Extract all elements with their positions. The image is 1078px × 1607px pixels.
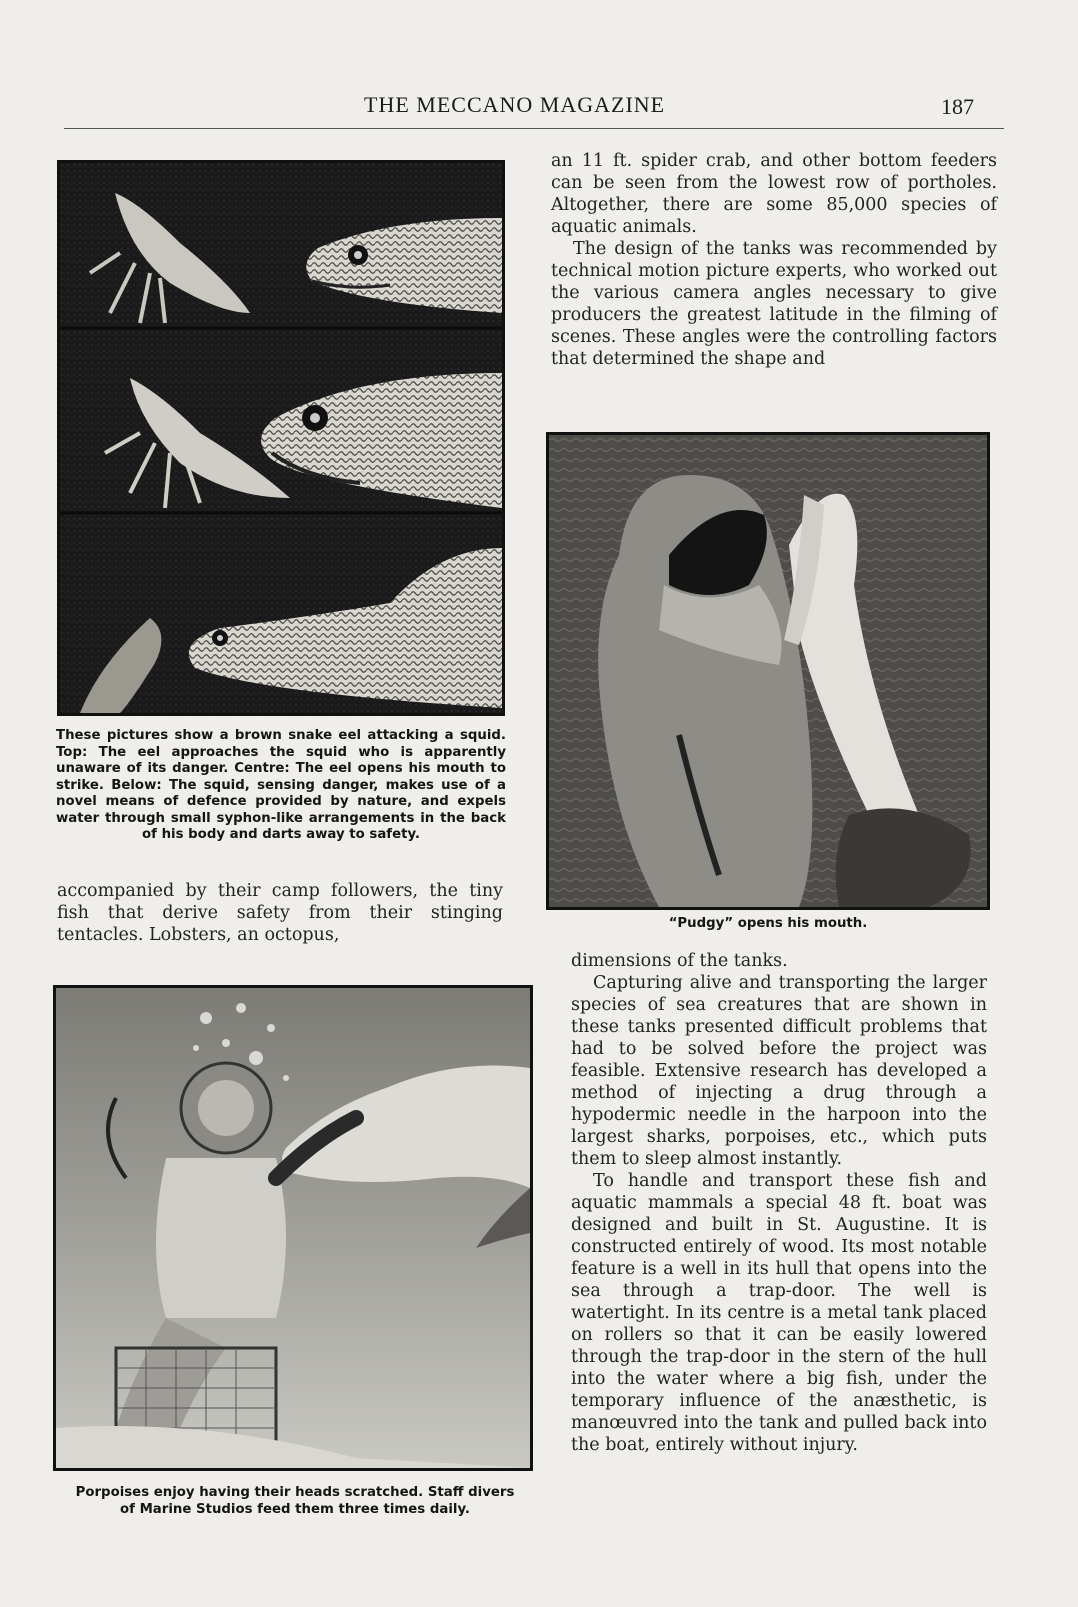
left-column-text — [57, 880, 503, 946]
eel-squid-caption: These pictures show a brown snake eel attacking a squid. Top: The eel approaches the squid who is apparently unaware of its danger. Centre: The eel opens his mouth to strike. Below: The squid, sensing danger, makes use of a novel means of defence provided by nature, and expels water through small syphon-like arrangements in the back of his body and darts away to safety. — [56, 728, 506, 842]
magazine-title: THE MECCANO MAGAZINE — [364, 92, 666, 117]
page-number: 187 — [941, 94, 974, 119]
divers-caption — [50, 1485, 540, 1518]
pudgy-photo — [546, 432, 990, 910]
right-column-bottom-text — [571, 950, 987, 1456]
eel-squid-illustration — [60, 163, 502, 713]
right-bottom-paragraph-1: dimensions of the tanks. — [571, 951, 788, 971]
pudgy-caption: “Pudgy” opens his mouth. — [668, 916, 868, 931]
divers-caption-line-2: of Marine Studios feed them three times daily. — [120, 1501, 470, 1517]
eel-squid-photo — [57, 160, 505, 716]
right-bottom-paragraph-3: To handle and transport these fish and aquatic mammals a special 48 ft. boat was designed and built in St. Augustine. It is constructed entirely of wood. Its most notable feature is a well in its hull that opens into the sea through a trap-door. The well is watertight. In its centre is a metal tank placed on rollers so that it can be easily lowered through the trap-door in the stern of the hull into the water where a big fish, under the temporary influence of the anæsthetic, is manœuvred into the tank and pulled back into the boat, entirely without injury. — [571, 1171, 987, 1455]
left-column-paragraph: accompanied by their camp followers, the tiny fish that derive safety from their stinging tentacles. Lobsters, an octopus, — [57, 881, 503, 945]
divers-caption-line-1: Porpoises enjoy having their heads scratched. Staff divers — [75, 1485, 515, 1500]
right-bottom-paragraph-2: Capturing alive and transporting the larger species of sea creatures that are shown in these tanks presented difficult problems that had to be solved before the project was feasible. Extensive research has developed a method of injecting a drug through a hypodermic needle in the harpoon into the largest sharks, porpoises, etc., which puts them to sleep almost instantly. — [571, 973, 987, 1169]
right-top-paragraph-2: The design of the tanks was recommended by technical motion picture experts, who worked out the various camera angles necessary to give producers the greatest latitude in the filming of scenes. These angles were the controlling factors that determined the shape and — [551, 239, 997, 369]
right-column-top-text — [551, 150, 997, 370]
right-top-paragraph-1: an 11 ft. spider crab, and other bottom feeders can be seen from the lowest row of portholes. Altogether, there are some 85,000 species of aquatic animals. — [551, 151, 997, 237]
pudgy-illustration — [549, 435, 987, 907]
page-header — [64, 88, 1004, 129]
divers-illustration — [56, 988, 530, 1468]
divers-photo — [53, 985, 533, 1471]
